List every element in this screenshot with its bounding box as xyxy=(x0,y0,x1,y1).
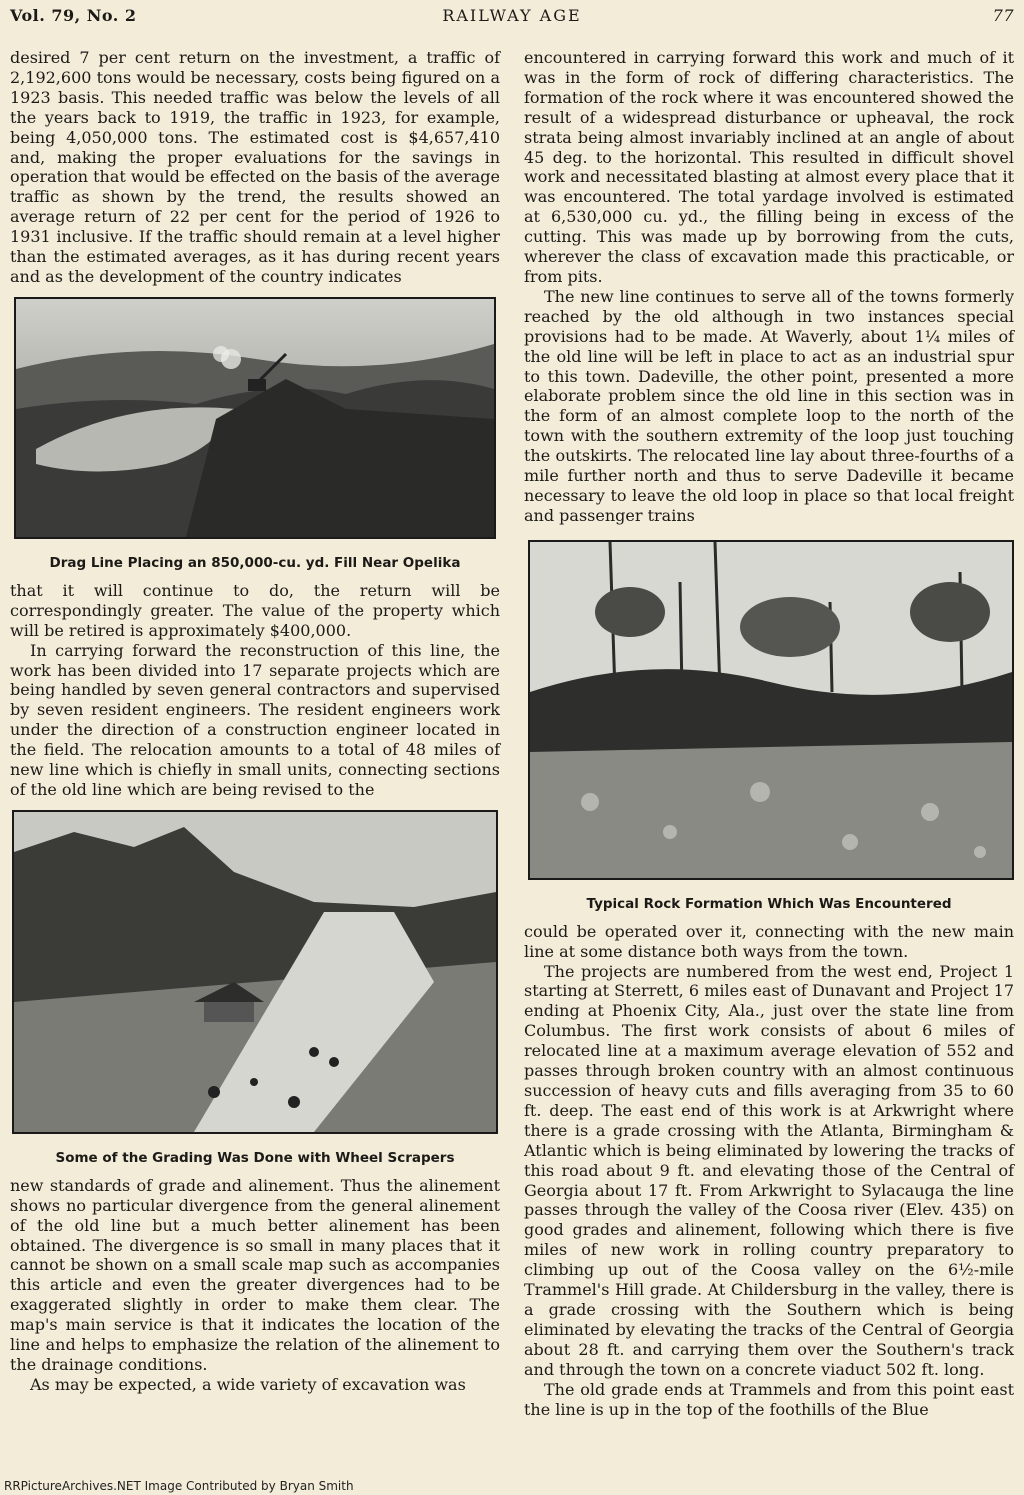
figure-drag-line xyxy=(10,297,500,571)
image-credit: RRPictureArchives.NET Image Contributed by Bryan Smith xyxy=(4,1479,354,1493)
right-paragraph-1: encountered in carrying forward this work and much of it was in the form of rock of differing characteristics. The formation of the rock where it was encountered showed the result of a widespread disturbance or upheaval, the rock strata being almost invariably inclined at an angle of about 45 deg. to the horizontal. This resulted in difficult shovel work and necessitated blasting at almost every place that it was encountered. The total yardage involved is estimated at 6,530,000 cu. yd., the filling being in excess of the cutting. This was made up by borrowing from the cuts, wherever the class of excavation made this practicable, or from pits. xyxy=(524,48,1014,286)
left-column xyxy=(10,48,500,1395)
left-paragraph-5: As may be expected, a wide variety of excavation was xyxy=(30,1374,466,1394)
photo-caption-rock-formation: Typical Rock Formation Which Was Encountered xyxy=(586,895,952,912)
rock-formation-image xyxy=(530,542,1012,878)
left-paragraph-2: that it will continue to do, the return will be correspondingly greater. The value of the property which will be retired is approximately $400,000. xyxy=(10,580,500,640)
right-column xyxy=(524,48,1014,1419)
left-paragraph-4: new standards of grade and alinement. Thus the alinement shows no particular divergence from the general alinement of the old line but a much better alinement has been obtained. The divergence is so small in many places that it cannot be shown on a small scale map such as accompanies this article and even the greater divergences had to be exaggerated slightly in order to make them clear. The map's main service is that it indicates the location of the line and helps to emphasize the relation of the alinement to the drainage conditions. xyxy=(10,1175,500,1374)
wheel-scrapers-image xyxy=(14,812,496,1132)
right-paragraph-5: The old grade ends at Trammels and from this point east the line is up in the top of the foothills of the Blue xyxy=(524,1379,1014,1419)
left-paragraph-1: desired 7 per cent return on the investment, a traffic of 2,192,600 tons would be necessary, costs being figured on a 1923 basis. This needed traffic was below the levels of all the years back to 1919, the traffic in 1923, for example, being 4,050,000 tons. The estimated cost is $4,657,410 and, making the proper evaluations for the savings in operation that would be effected on the basis of the average traffic as shown by the trend, the results showed an average return of 22 per cent for the period of 1926 to 1931 inclusive. If the traffic should remain at a level higher than the estimated averages, as it has during recent years and as the development of the country indicates xyxy=(10,48,500,286)
figure-wheel-scrapers xyxy=(10,810,500,1166)
right-paragraph-4: The projects are numbered from the west end, Project 1 starting at Sterrett, 6 miles east of Dunavant and Project 17 ending at Phoenix City, Ala., just over the state line from Columbus. The first work consists of about 6 miles of relocated line at a maximum average elevation of 552 and passes through broken country with an almost continuous succession of heavy cuts and fills averaging from 35 to 60 ft. deep. The east end of this work is at Arkwright where there is a grade crossing with the Atlanta, Birmingham & Atlantic which is being eliminated by lowering the tracks of this road about 9 ft. and elevating those of the Central of Georgia about 17 ft. From Arkwright to Sylacauga the line passes through the valley of the Coosa river (Elev. 435) on good grades and alinement, following which there is five miles of new work in rolling country preparatory to climbing up out of the Coosa valley on the 6½-mile Trammel's Hill grade. At Childersburg in the valley, there is a grade crossing with the Southern which is being eliminated by elevating the tracks of the Central of Georgia about 28 ft. and carrying them over the Southern's track and through the town on a concrete viaduct 502 ft. long. xyxy=(524,961,1014,1379)
volume-issue: Vol. 79, No. 2 xyxy=(10,6,137,25)
photo-rock-formation xyxy=(528,540,1014,880)
photo-caption-wheel-scrapers: Some of the Grading Was Done with Wheel Scrapers xyxy=(55,1149,455,1166)
right-paragraph-3: could be operated over it, connecting with the new main line at some distance both ways from the town. xyxy=(524,921,1014,961)
photo-caption-drag-line: Drag Line Placing an 850,000-cu. yd. Fill Near Opelika xyxy=(49,554,461,571)
right-paragraph-2: The new line continues to serve all of the towns formerly reached by the old although in two instances special provisions had to be made. At Waverly, about 1¼ miles of the old line will be left in place to act as an industrial spur to this town. Dadeville, the other point, presented a more elaborate problem since the old line in this section was in the form of an almost complete loop to the north of the town with the southern extremity of the loop just touching the outskirts. The relocated line lay about three-fourths of a mile further north and thus to serve Dadeville it became necessary to leave the old loop in place so that local freight and passenger trains xyxy=(524,286,1014,525)
photo-drag-line xyxy=(14,297,496,539)
journal-title: RAILWAY AGE xyxy=(442,6,582,25)
page-header xyxy=(10,6,1014,30)
figure-rock-formation xyxy=(524,540,1014,912)
left-paragraph-3: In carrying forward the reconstruction of this line, the work has been divided into 17 separate projects which are being handled by seven general contractors and supervised by seven resident engineers. The resident engineers work under the direction of a construction engineer located in the field. The relocation amounts to a total of 48 miles of new line which is chiefly in small units, connecting sections of the old line which are being revised to the xyxy=(10,640,500,799)
page-number: 77 xyxy=(992,6,1014,25)
photo-wheel-scrapers xyxy=(12,810,498,1134)
drag-line-image xyxy=(16,299,494,537)
